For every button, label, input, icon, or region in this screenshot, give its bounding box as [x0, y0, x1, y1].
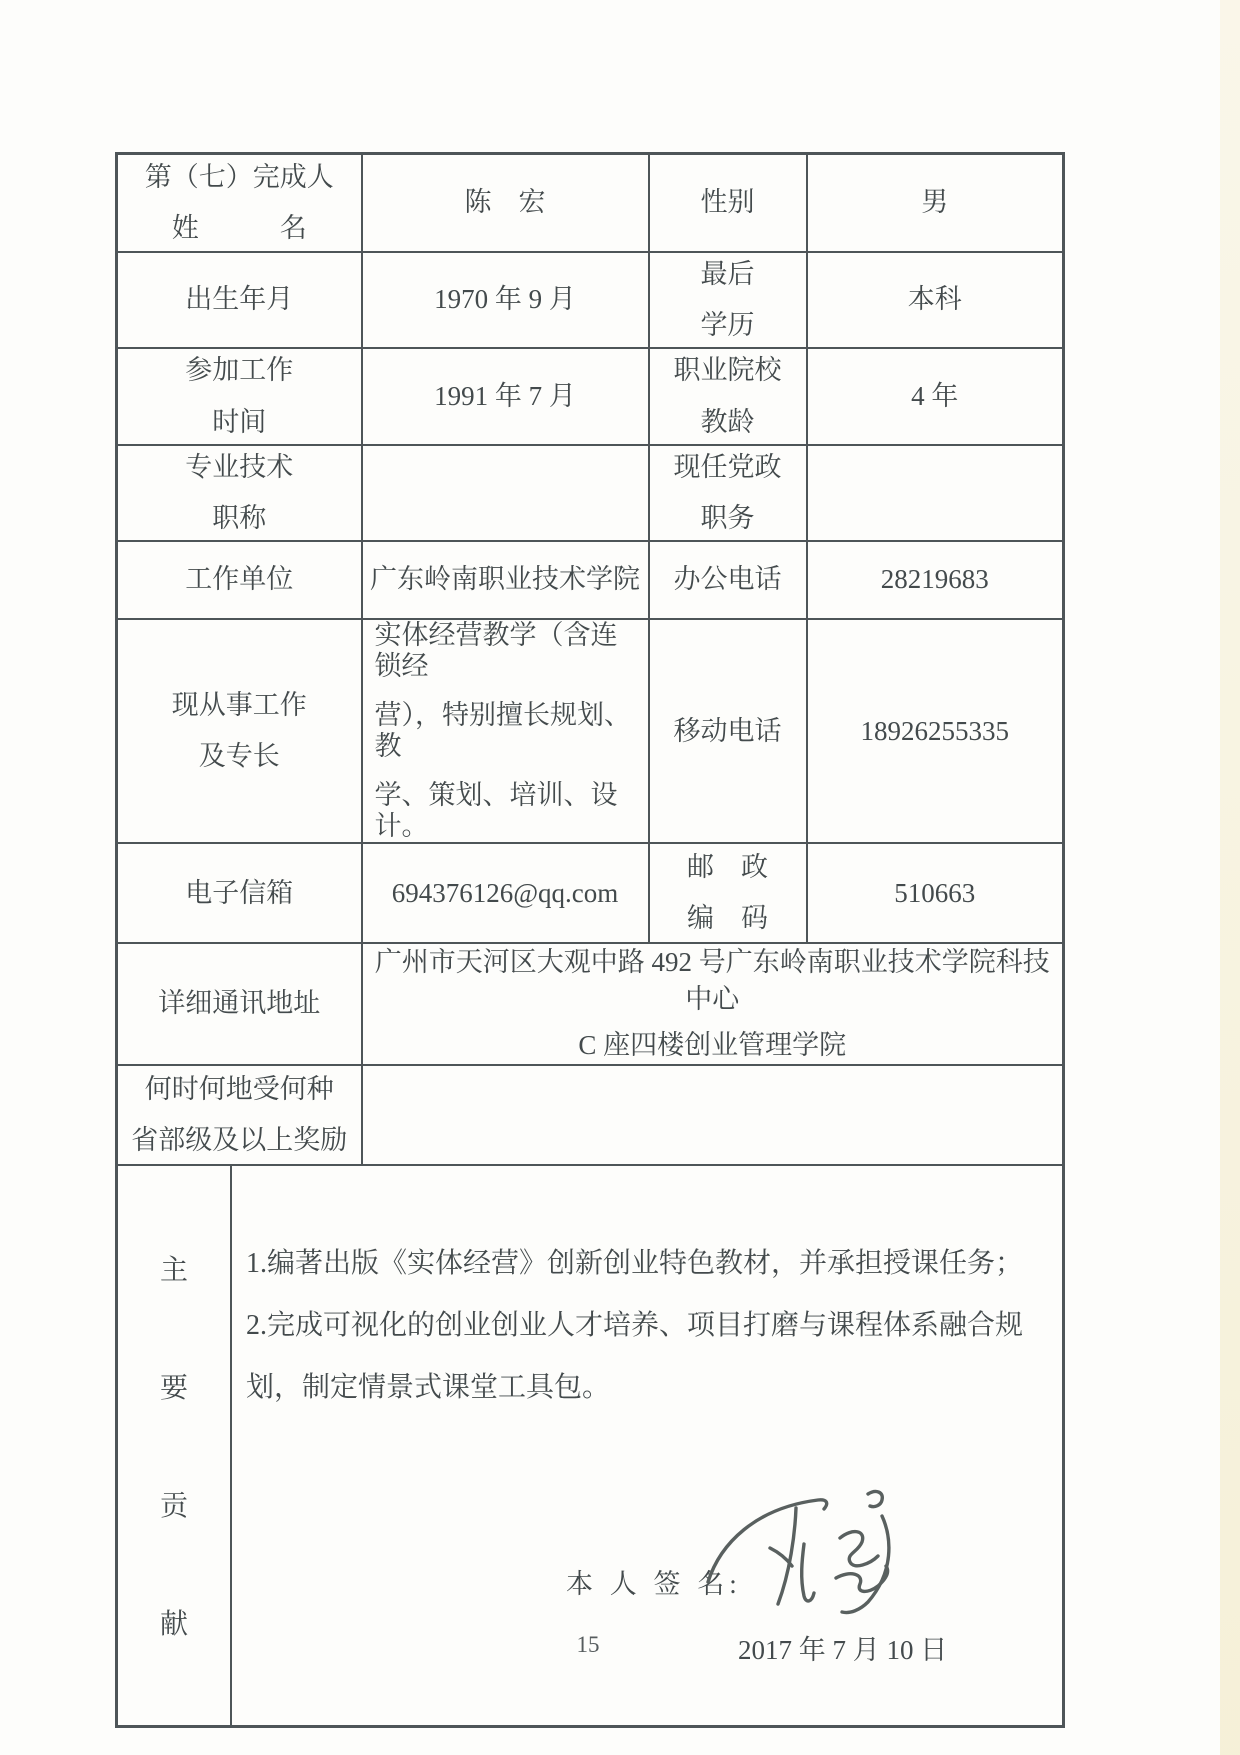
currentwork-value-line2: 营），特别擅长规划、教: [374, 700, 631, 762]
field-currentwork-label: [117, 619, 362, 843]
name-value-text: 陈 宏: [464, 187, 546, 218]
address-value-line2: C 座四楼创业管理学院: [578, 1030, 847, 1061]
postalcode-label-line2: 编 码: [687, 903, 768, 934]
table-row: [117, 252, 1064, 348]
teachingyears-label-line1: 职业院校: [673, 355, 782, 386]
techtitle-label-line2: 职称: [212, 503, 267, 533]
gender-label-text: 性别: [700, 187, 755, 218]
field-gender-label: [649, 154, 807, 253]
education-label-line1: 最后: [700, 258, 755, 289]
workstart-label-line2: 时间: [212, 406, 267, 437]
field-education-label: [649, 252, 807, 348]
handwritten-signature: [700, 1486, 910, 1626]
postalcode-value-text: 510663: [894, 877, 976, 908]
field-employer-label: [117, 541, 362, 619]
field-email-value: [362, 843, 649, 943]
field-currentwork-value: [362, 619, 649, 843]
field-partyposition-label: [649, 445, 807, 541]
table-row: [117, 943, 1064, 1064]
currentwork-value-line3: 学、策划、培训、设计。: [374, 780, 618, 842]
contribution-item-2: 2.完成可视化的创业创业人才培养、项目打磨与课程体系融合规划，制定情景式课堂工具包。: [246, 1309, 1024, 1403]
email-value-text: 694376126@qq.com: [391, 877, 619, 908]
field-birthdate-value: [362, 252, 649, 348]
education-label-line2: 学历: [700, 310, 755, 340]
table-row: [117, 843, 1064, 943]
table-row: [117, 348, 1064, 445]
birthdate-value-text: 1970 年 9 月: [434, 284, 576, 315]
field-name-label-line1: 第（七）完成人: [144, 161, 334, 192]
field-name-value: [362, 154, 649, 253]
employer-label-text: 工作单位: [185, 564, 294, 595]
employer-value-text: 广东岭南职业技术学院: [370, 564, 640, 595]
field-workstart-value: [362, 348, 649, 445]
address-label-text: 详细通讯地址: [158, 988, 321, 1019]
currentwork-label-line1: 现从事工作: [171, 690, 307, 721]
education-value-text: 本科: [907, 284, 962, 315]
page-number: 15: [576, 1632, 600, 1657]
table-row: [117, 619, 1064, 843]
currentwork-value-line1: 实体经营教学（含连锁经: [374, 620, 618, 682]
birthdate-label-text: 出生年月: [185, 284, 294, 315]
contrib-char-3: 贡: [159, 1491, 188, 1523]
contributions-text: [232, 1166, 1062, 1419]
field-officephone-label: [649, 541, 807, 619]
teachingyears-label-line2: 教龄: [700, 406, 755, 437]
email-label-text: 电子信箱: [185, 877, 294, 908]
awards-label-line2: 省部级及以上奖励: [131, 1124, 348, 1155]
field-teachingyears-value: [807, 348, 1064, 445]
contrib-char-4: 献: [159, 1609, 188, 1641]
field-teachingyears-label: [649, 348, 807, 445]
field-awards-value: [362, 1065, 1064, 1165]
field-birthdate-label: [117, 252, 362, 348]
field-address-label: [117, 943, 362, 1064]
address-value-line1: 广州市天河区大观中路 492 号广东岭南职业技术学院科技中心: [374, 947, 1050, 1014]
workstart-value-text: 1991 年 7 月: [434, 380, 576, 411]
field-gender-value: [807, 154, 1064, 253]
teachingyears-value-text: 4 年: [911, 380, 959, 411]
field-name-label-line2: 姓 名: [171, 213, 307, 243]
workstart-label-line1: 参加工作: [185, 355, 294, 386]
field-partyposition-value: [807, 445, 1064, 541]
table-row: [117, 445, 1064, 541]
field-officephone-value: [807, 541, 1064, 619]
contrib-char-1: 主: [159, 1255, 188, 1287]
postalcode-label-line1: 邮 政: [687, 852, 768, 883]
techtitle-label-line1: 专业技术: [185, 451, 294, 482]
table-row: [117, 154, 1064, 253]
field-employer-value: [362, 541, 649, 619]
awards-label-line1: 何时何地受何种: [144, 1073, 334, 1104]
mobilephone-label-text: 移动电话: [673, 715, 782, 746]
partyposition-label-line1: 现任党政: [673, 451, 782, 482]
field-email-label: [117, 843, 362, 943]
gender-value-text: 男: [921, 187, 949, 218]
contribution-item-1: 1.编著出版《实体经营》创新创业特色教材，并承担授课任务；: [246, 1247, 1024, 1279]
mobilephone-value-text: 18926255335: [860, 715, 1009, 746]
field-workstart-label: [117, 348, 362, 445]
field-techtitle-label: [117, 445, 362, 541]
officephone-label-text: 办公电话: [673, 564, 782, 595]
table-row: [117, 541, 1064, 619]
field-awards-label: [117, 1065, 362, 1165]
field-techtitle-value: [362, 445, 649, 541]
scan-edge-artifact: [1220, 0, 1240, 1755]
signature-label: 本 人 签 名:: [566, 1568, 742, 1599]
contrib-char-2: 要: [159, 1373, 188, 1405]
completer-info-table: [115, 152, 1065, 1728]
currentwork-label-line2: 及专长: [198, 741, 280, 772]
field-mobilephone-label: [649, 619, 807, 843]
partyposition-label-line2: 职务: [700, 503, 755, 533]
table-row: [117, 1065, 1064, 1165]
field-education-value: [807, 252, 1064, 348]
field-mobilephone-value: [807, 619, 1064, 843]
field-postalcode-label: [649, 843, 807, 943]
field-address-value: [362, 943, 1064, 1064]
officephone-value-text: 28219683: [880, 564, 989, 595]
signature-date: 2017 年 7 月 10 日: [738, 1634, 948, 1665]
field-name-label: [117, 154, 362, 253]
field-postalcode-value: [807, 843, 1064, 943]
